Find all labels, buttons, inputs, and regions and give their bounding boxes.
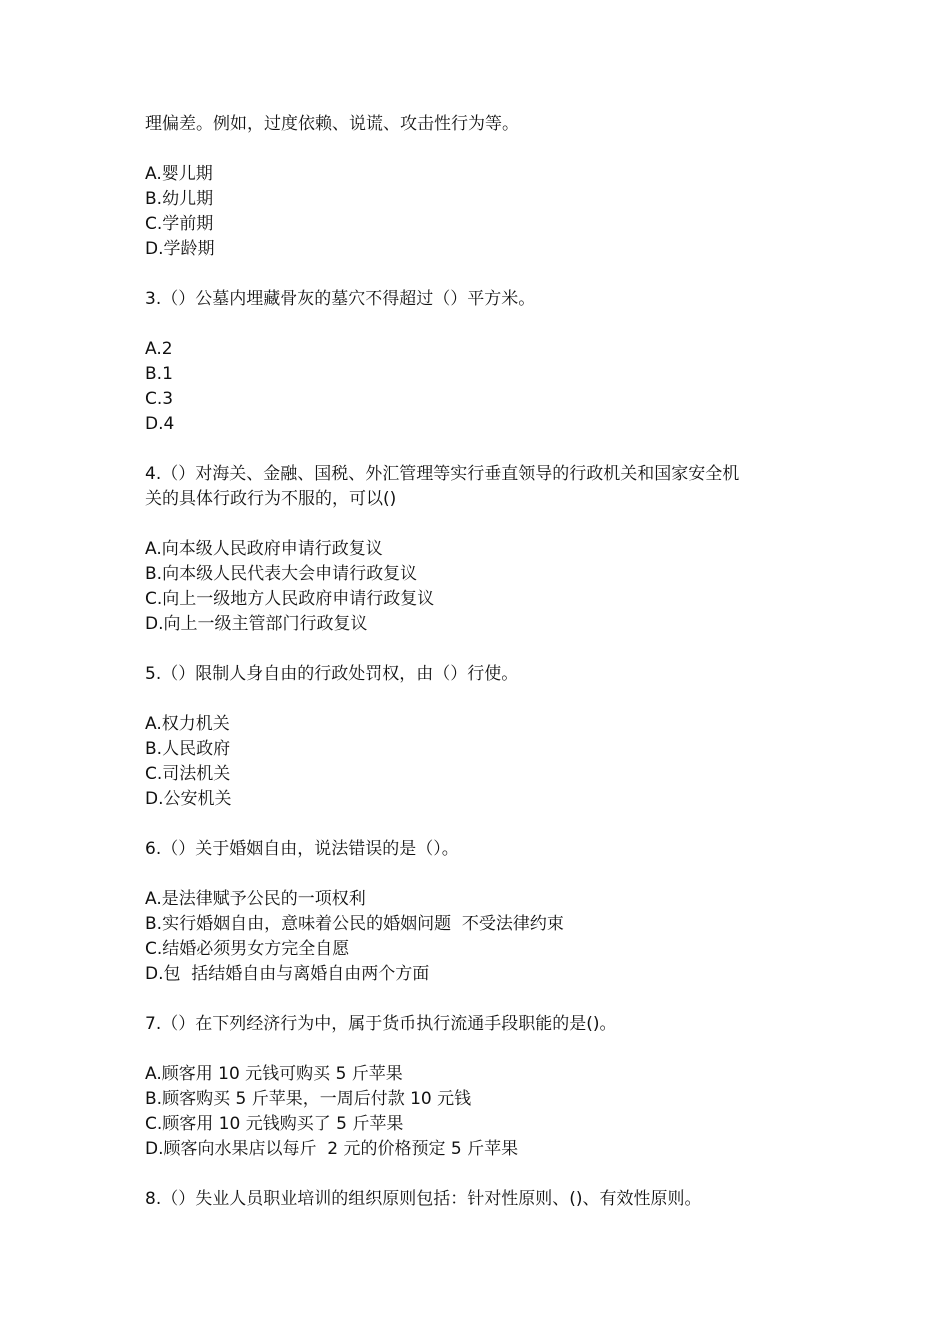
document-page: [145, 112, 825, 1212]
question-8: [145, 1187, 825, 1212]
option-c: C.司法机关: [145, 764, 231, 784]
option-a: A.是法律赋予公民的一项权利: [145, 889, 366, 909]
option-b: B.顾客购买 5 斤苹果，一周后付款 10 元钱: [145, 1089, 472, 1109]
question-7: [145, 1012, 825, 1162]
option-a: A.向本级人民政府申请行政复议: [145, 539, 383, 559]
option-b: B.人民政府: [145, 739, 231, 759]
option-a: A.婴儿期: [145, 164, 213, 184]
option-d: D.向上一级主管部门行政复议: [145, 614, 368, 634]
option-d: D.4: [145, 414, 175, 434]
question-text: 8.（）失业人员职业培训的组织原则包括：针对性原则、()、有效性原则。: [145, 1189, 702, 1209]
question-3: [145, 287, 825, 437]
option-b: B.实行婚姻自由，意味着公民的婚姻问题 不受法律约束: [145, 914, 564, 934]
option-a: A.顾客用 10 元钱可购买 5 斤苹果: [145, 1064, 403, 1084]
option-c: C.顾客用 10 元钱购买了 5 斤苹果: [145, 1114, 404, 1134]
option-b: B.幼儿期: [145, 189, 214, 209]
question-text: 6.（）关于婚姻自由，说法错误的是（）。: [145, 839, 459, 859]
option-d: D.包 括结婚自由与离婚自由两个方面: [145, 964, 430, 984]
question-text: 5.（）限制人身自由的行政处罚权，由（）行使。: [145, 664, 519, 684]
option-d: D.顾客向水果店以每斤 2 元的价格预定 5 斤苹果: [145, 1139, 519, 1159]
option-c: C.学前期: [145, 214, 214, 234]
option-b: B.向本级人民代表大会申请行政复议: [145, 564, 418, 584]
question-text: 关的具体行政行为不服的，可以(): [145, 489, 397, 509]
question-text: 7.（）在下列经济行为中，属于货币执行流通手段职能的是()。: [145, 1014, 617, 1034]
question-text: 4.（）对海关、金融、国税、外汇管理等实行垂直领导的行政机关和国家安全机: [145, 464, 740, 484]
question-text: 3.（）公墓内埋藏骨灰的墓穴不得超过（）平方米。: [145, 289, 536, 309]
question-5: [145, 662, 825, 812]
question-4: [145, 462, 825, 637]
option-a: A.2: [145, 339, 173, 359]
question-2-continuation: [145, 112, 825, 262]
option-d: D.公安机关: [145, 789, 232, 809]
option-a: A.权力机关: [145, 714, 230, 734]
option-c: C.向上一级地方人民政府申请行政复议: [145, 589, 435, 609]
option-c: C.结婚必须男女方完全自愿: [145, 939, 350, 959]
option-d: D.学龄期: [145, 239, 215, 259]
option-c: C.3: [145, 389, 174, 409]
question-text: 理偏差。例如，过度依赖、说谎、攻击性行为等。: [145, 114, 519, 134]
question-6: [145, 837, 825, 987]
option-b: B.1: [145, 364, 173, 384]
